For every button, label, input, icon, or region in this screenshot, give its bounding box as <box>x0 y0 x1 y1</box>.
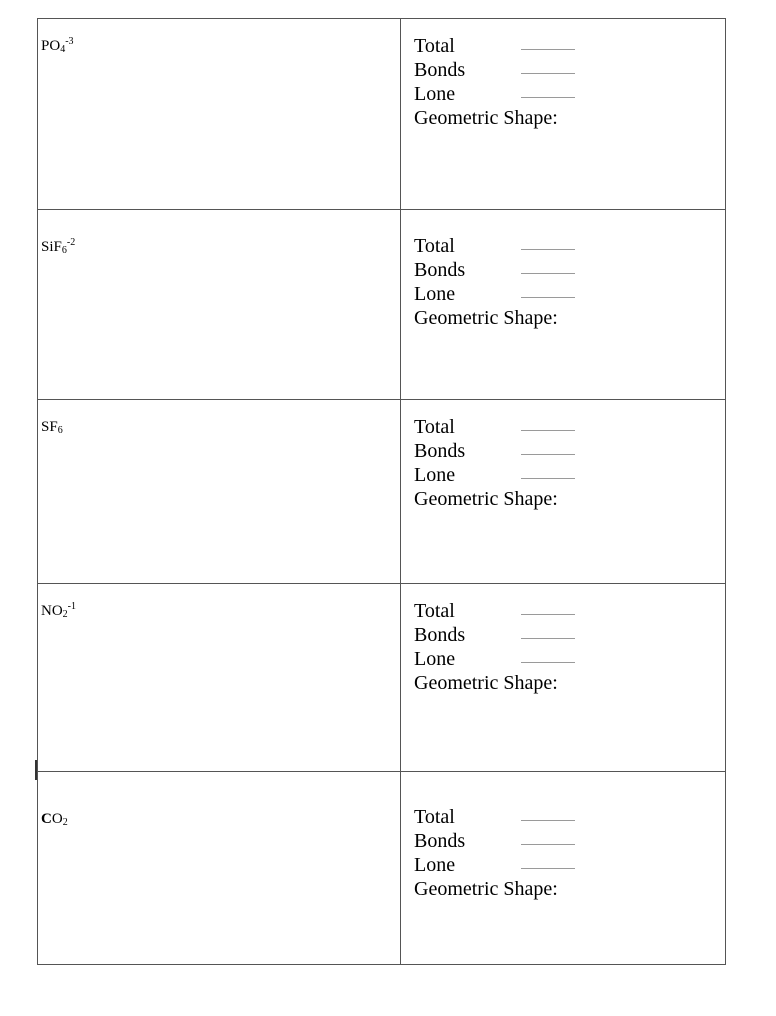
total-label: Total <box>414 600 455 622</box>
total-blank[interactable] <box>521 236 575 250</box>
formula-cell <box>38 400 401 584</box>
info-cell <box>401 400 726 584</box>
margin-tick-mark <box>35 760 37 780</box>
formula <box>41 38 74 54</box>
table-row <box>38 584 726 772</box>
lone-blank[interactable] <box>521 855 575 869</box>
worksheet-table <box>37 18 726 965</box>
table-row <box>38 772 726 965</box>
bonds-blank[interactable] <box>521 60 575 74</box>
bonds-label: Bonds <box>414 440 466 462</box>
total-blank[interactable] <box>521 601 575 615</box>
formula <box>41 603 76 619</box>
info-cell <box>401 19 726 210</box>
formula-bold: C <box>41 811 52 827</box>
formula-cell <box>38 19 401 210</box>
info-cell <box>401 772 726 965</box>
total-label: Total <box>414 806 455 828</box>
geometric-shape-label: Geometric Shape: <box>414 672 558 694</box>
formula-cell <box>38 584 401 772</box>
formula-base: SF <box>41 419 58 435</box>
total-label: Total <box>414 35 455 57</box>
formula-subscript: 2 <box>62 817 68 828</box>
table-row <box>38 210 726 400</box>
bonds-label: Bonds <box>414 830 466 852</box>
bonds-label: Bonds <box>414 59 466 81</box>
info-cell <box>401 210 726 400</box>
total-blank[interactable] <box>521 807 575 821</box>
formula-superscript: -1 <box>67 601 77 612</box>
formula-base: PO <box>41 38 61 54</box>
formula-subscript: 2 <box>62 609 68 620</box>
bonds-blank[interactable] <box>521 260 575 274</box>
total-blank[interactable] <box>521 417 575 431</box>
total-label: Total <box>414 235 455 257</box>
bonds-blank[interactable] <box>521 441 575 455</box>
formula <box>41 811 68 827</box>
formula-subscript: 6 <box>57 425 63 436</box>
bonds-label: Bonds <box>414 624 466 646</box>
table-row <box>38 19 726 210</box>
geometric-shape-label: Geometric Shape: <box>414 307 558 329</box>
lone-blank[interactable] <box>521 465 575 479</box>
geometric-shape-label: Geometric Shape: <box>414 488 558 510</box>
formula-superscript: -2 <box>66 237 76 248</box>
formula-subscript: 6 <box>61 245 67 256</box>
formula <box>41 419 63 435</box>
lone-blank[interactable] <box>521 284 575 298</box>
formula-base: NO <box>41 603 63 619</box>
total-label: Total <box>414 416 455 438</box>
lone-blank[interactable] <box>521 649 575 663</box>
geometric-shape-label: Geometric Shape: <box>414 878 558 900</box>
formula <box>41 239 75 255</box>
lone-label: Lone <box>414 648 456 670</box>
formula-base: O <box>51 811 63 827</box>
formula-cell <box>38 772 401 965</box>
lone-label: Lone <box>414 283 456 305</box>
lone-label: Lone <box>414 854 456 876</box>
formula-subscript: 4 <box>60 44 66 55</box>
formula-cell <box>38 210 401 400</box>
lone-label: Lone <box>414 83 456 105</box>
geometric-shape-label: Geometric Shape: <box>414 107 558 129</box>
formula-base: SiF <box>41 239 62 255</box>
lone-blank[interactable] <box>521 84 575 98</box>
table-row <box>38 400 726 584</box>
formula-superscript: -3 <box>65 36 74 47</box>
info-cell <box>401 584 726 772</box>
bonds-label: Bonds <box>414 259 466 281</box>
bonds-blank[interactable] <box>521 625 575 639</box>
bonds-blank[interactable] <box>521 831 575 845</box>
total-blank[interactable] <box>521 36 575 50</box>
lone-label: Lone <box>414 464 456 486</box>
